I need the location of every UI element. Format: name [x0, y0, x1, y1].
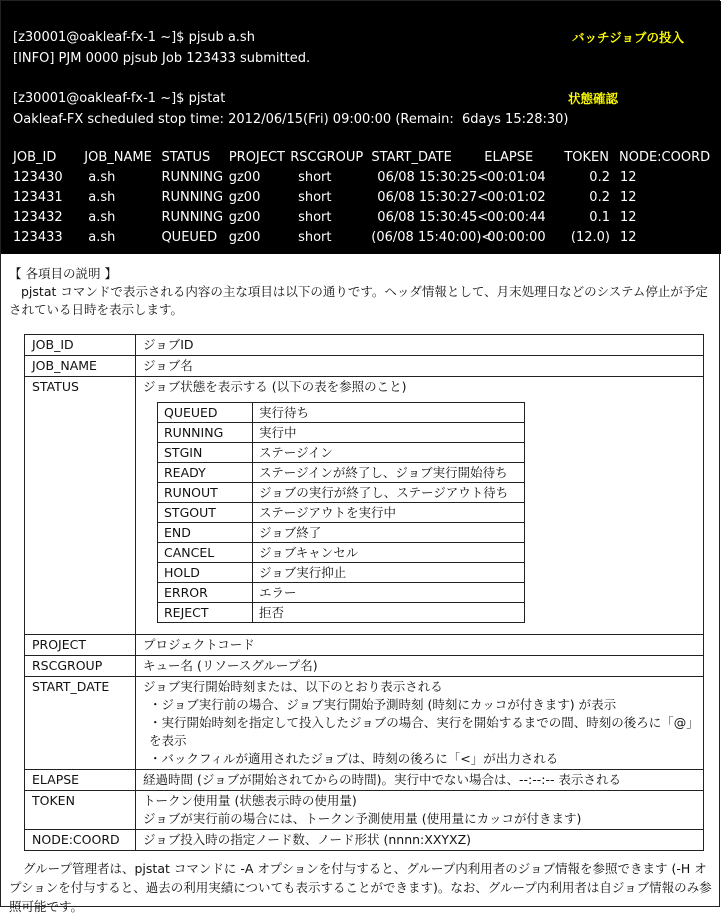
status-code: STGIN: [158, 443, 253, 463]
start-date-description: ジョブ実行開始時刻または、以下のとおり表示される: [143, 679, 443, 694]
cell-rscgroup: short: [298, 210, 332, 225]
header-node-coord: NODE:COORD: [619, 150, 711, 165]
status-row: [158, 543, 525, 563]
cell-job-id: 123430: [13, 170, 63, 185]
field-key: PROJECT: [25, 635, 136, 656]
status-meaning: 拒否: [253, 603, 525, 623]
field-key: STATUS: [25, 377, 136, 635]
terminal-info-line: [INFO] PJM 0000 pjsub Job 123433 submitted.: [13, 51, 311, 66]
cell-start-date: (06/08 15:40:00)<: [371, 230, 493, 245]
status-row: [158, 583, 525, 603]
header-token: TOKEN: [564, 150, 609, 165]
cell-job-name: a.sh: [88, 230, 116, 245]
cell-job-name: a.sh: [88, 210, 116, 225]
field-key: START_DATE: [25, 677, 136, 770]
status-code: QUEUED: [158, 403, 253, 423]
status-code: READY: [158, 463, 253, 483]
footer-note: グループ管理者は、pjstat コマンドに -A オプションを付与すると、グループ内利用者のジョブ情報を参照できます (-H オプションを付与すると、過去の利用実績についても表示することができます)。なお、グループ内利用者は自ジョブ情報のみ参照可能です。: [9, 861, 712, 914]
status-meaning: エラー: [253, 583, 525, 603]
cell-job-id: 123431: [13, 190, 63, 205]
field-value-status: [136, 377, 704, 635]
field-value-token: [136, 791, 704, 830]
cell-job-id: 123432: [13, 210, 63, 225]
terminal-command-pjstat: [z30001@oakleaf-fx-1 ~]$ pjstat: [13, 91, 226, 106]
status-meaning: 実行待ち: [253, 403, 525, 423]
field-value-start-date: [136, 677, 704, 770]
status-meaning: ジョブキャンセル: [253, 543, 525, 563]
status-code: RUNOUT: [158, 483, 253, 503]
cell-token: 0.2: [589, 190, 610, 205]
table-row: [25, 377, 704, 635]
field-key: TOKEN: [25, 791, 136, 830]
field-key: RSCGROUP: [25, 656, 136, 677]
cell-status: QUEUED: [161, 230, 218, 245]
cell-elapse: 00:01:02: [487, 190, 546, 205]
status-meaning: ステージインが終了し、ジョブ実行開始待ち: [253, 463, 525, 483]
cell-project: gz00: [228, 170, 261, 185]
status-meaning: ジョブ実行抑止: [253, 563, 525, 583]
status-code: REJECT: [158, 603, 253, 623]
cell-rscgroup: short: [298, 230, 332, 245]
field-value: ジョブID: [136, 335, 704, 356]
field-key: JOB_NAME: [25, 356, 136, 377]
status-meaning: ジョブの実行が終了し、ステージアウト待ち: [253, 483, 525, 503]
cell-token: (12.0): [570, 230, 610, 245]
cell-start-date: 06/08 15:30:27<: [377, 190, 489, 205]
start-date-note: ・バックフィルが適用されたジョブは、時刻の後ろに「<」が出力される: [149, 751, 559, 766]
cell-job-name: a.sh: [88, 190, 116, 205]
explanation-text: pjstat コマンドで表示される内容の主な項目は以下の通りです。ヘッダ情報として、月末処理日などのシステム停止が予定されている日時を表示します。: [9, 284, 708, 317]
field-key: JOB_ID: [25, 335, 136, 356]
job-row: [13, 228, 709, 248]
status-row: [158, 503, 525, 523]
cell-project: gz00: [228, 190, 261, 205]
status-code: HOLD: [158, 563, 253, 583]
status-code: CANCEL: [158, 543, 253, 563]
status-row: [158, 563, 525, 583]
field-value: プロジェクトコード: [136, 635, 704, 656]
field-key: NODE:COORD: [25, 830, 136, 851]
table-row: [25, 791, 704, 830]
cell-node-coord: 12: [619, 230, 637, 245]
cell-status: RUNNING: [161, 210, 224, 225]
cell-elapse: 00:00:44: [487, 210, 546, 225]
status-meaning: ステージアウトを実行中: [253, 503, 525, 523]
status-row: [158, 483, 525, 503]
terminal-command-pjsub: [z30001@oakleaf-fx-1 ~]$ pjsub a.sh: [13, 30, 255, 45]
note-status-check: 状態確認: [568, 91, 619, 106]
table-row: [25, 356, 704, 377]
header-rscgroup: RSCGROUP: [290, 150, 364, 165]
field-value: ジョブ名: [136, 356, 704, 377]
cell-job-id: 123433: [13, 230, 63, 245]
start-date-note: ・実行開始時刻を指定して投入したジョブの場合、実行を開始するまでの間、時刻の後ろに「@」を表示: [149, 715, 693, 748]
cell-token: 0.2: [589, 170, 610, 185]
status-row: [158, 423, 525, 443]
status-meaning: ジョブ終了: [253, 523, 525, 543]
table-row: [25, 656, 704, 677]
cell-token: 0.1: [589, 210, 610, 225]
status-code: ERROR: [158, 583, 253, 603]
cell-node-coord: 12: [619, 210, 637, 225]
header-job-name: JOB_NAME: [84, 150, 152, 165]
job-table-header: [13, 148, 709, 168]
token-note: ジョブが実行前の場合には、トークン予測使用量 (使用量にカッコが付きます): [143, 811, 582, 826]
job-row: [13, 168, 709, 188]
cell-status: RUNNING: [161, 190, 224, 205]
cell-elapse: 00:00:00: [487, 230, 546, 245]
note-batch-submit: バッチジョブの投入: [572, 30, 685, 45]
start-date-note: ・ジョブ実行前の場合、ジョブ実行開始予測時刻 (時刻にカッコが付きます) が表示: [149, 697, 617, 712]
status-description: ジョブ状態を表示する (以下の表を参照のこと): [143, 379, 407, 394]
cell-project: gz00: [228, 230, 261, 245]
field-value: 経過時間 (ジョブが開始されてからの時間)。実行中でない場合は、--:--:-- 表示される: [136, 770, 704, 791]
header-project: PROJECT: [228, 150, 285, 165]
token-description: トークン使用量 (状態表示時の使用量): [143, 793, 357, 808]
explanation-heading: 【 各項目の説明 】: [9, 266, 117, 281]
status-table: [157, 402, 525, 623]
status-meaning: ステージイン: [253, 443, 525, 463]
cell-project: gz00: [228, 210, 261, 225]
header-elapse: ELAPSE: [484, 150, 534, 165]
cell-rscgroup: short: [298, 190, 332, 205]
cell-node-coord: 12: [619, 190, 637, 205]
status-row: [158, 403, 525, 423]
cell-rscgroup: short: [298, 170, 332, 185]
job-row: [13, 188, 709, 208]
field-value: キュー名 (リソースグループ名): [136, 656, 704, 677]
status-code: STGOUT: [158, 503, 253, 523]
header-status: STATUS: [161, 150, 211, 165]
header-start-date: START_DATE: [371, 150, 452, 165]
status-code: RUNNING: [158, 423, 253, 443]
terminal-output: [1, 1, 721, 254]
cell-start-date: 06/08 15:30:25<: [377, 170, 489, 185]
table-row: [25, 830, 704, 851]
table-row: [25, 335, 704, 356]
status-row: [158, 463, 525, 483]
status-code: END: [158, 523, 253, 543]
field-value: ジョブ投入時の指定ノード数、ノード形状 (nnnn:XXYXZ): [136, 830, 704, 851]
table-row: [25, 770, 704, 791]
job-row: [13, 208, 709, 228]
status-row: [158, 443, 525, 463]
status-row: [158, 523, 525, 543]
explanation-section: [9, 265, 709, 319]
field-description-table: [24, 334, 704, 851]
table-row: [25, 677, 704, 770]
field-key: ELAPSE: [25, 770, 136, 791]
cell-job-name: a.sh: [88, 170, 116, 185]
table-row: [25, 635, 704, 656]
cell-elapse: 00:01:04: [487, 170, 546, 185]
cell-start-date: 06/08 15:30:45<: [377, 210, 489, 225]
cell-node-coord: 12: [619, 170, 637, 185]
cell-status: RUNNING: [161, 170, 224, 185]
header-job-id: JOB_ID: [13, 150, 57, 165]
status-row: [158, 603, 525, 623]
status-meaning: 実行中: [253, 423, 525, 443]
terminal-stop-time-line: Oakleaf-FX scheduled stop time: 2012/06/15(Fri) 09:00:00 (Remain: 6days 15:28:30): [13, 112, 569, 127]
